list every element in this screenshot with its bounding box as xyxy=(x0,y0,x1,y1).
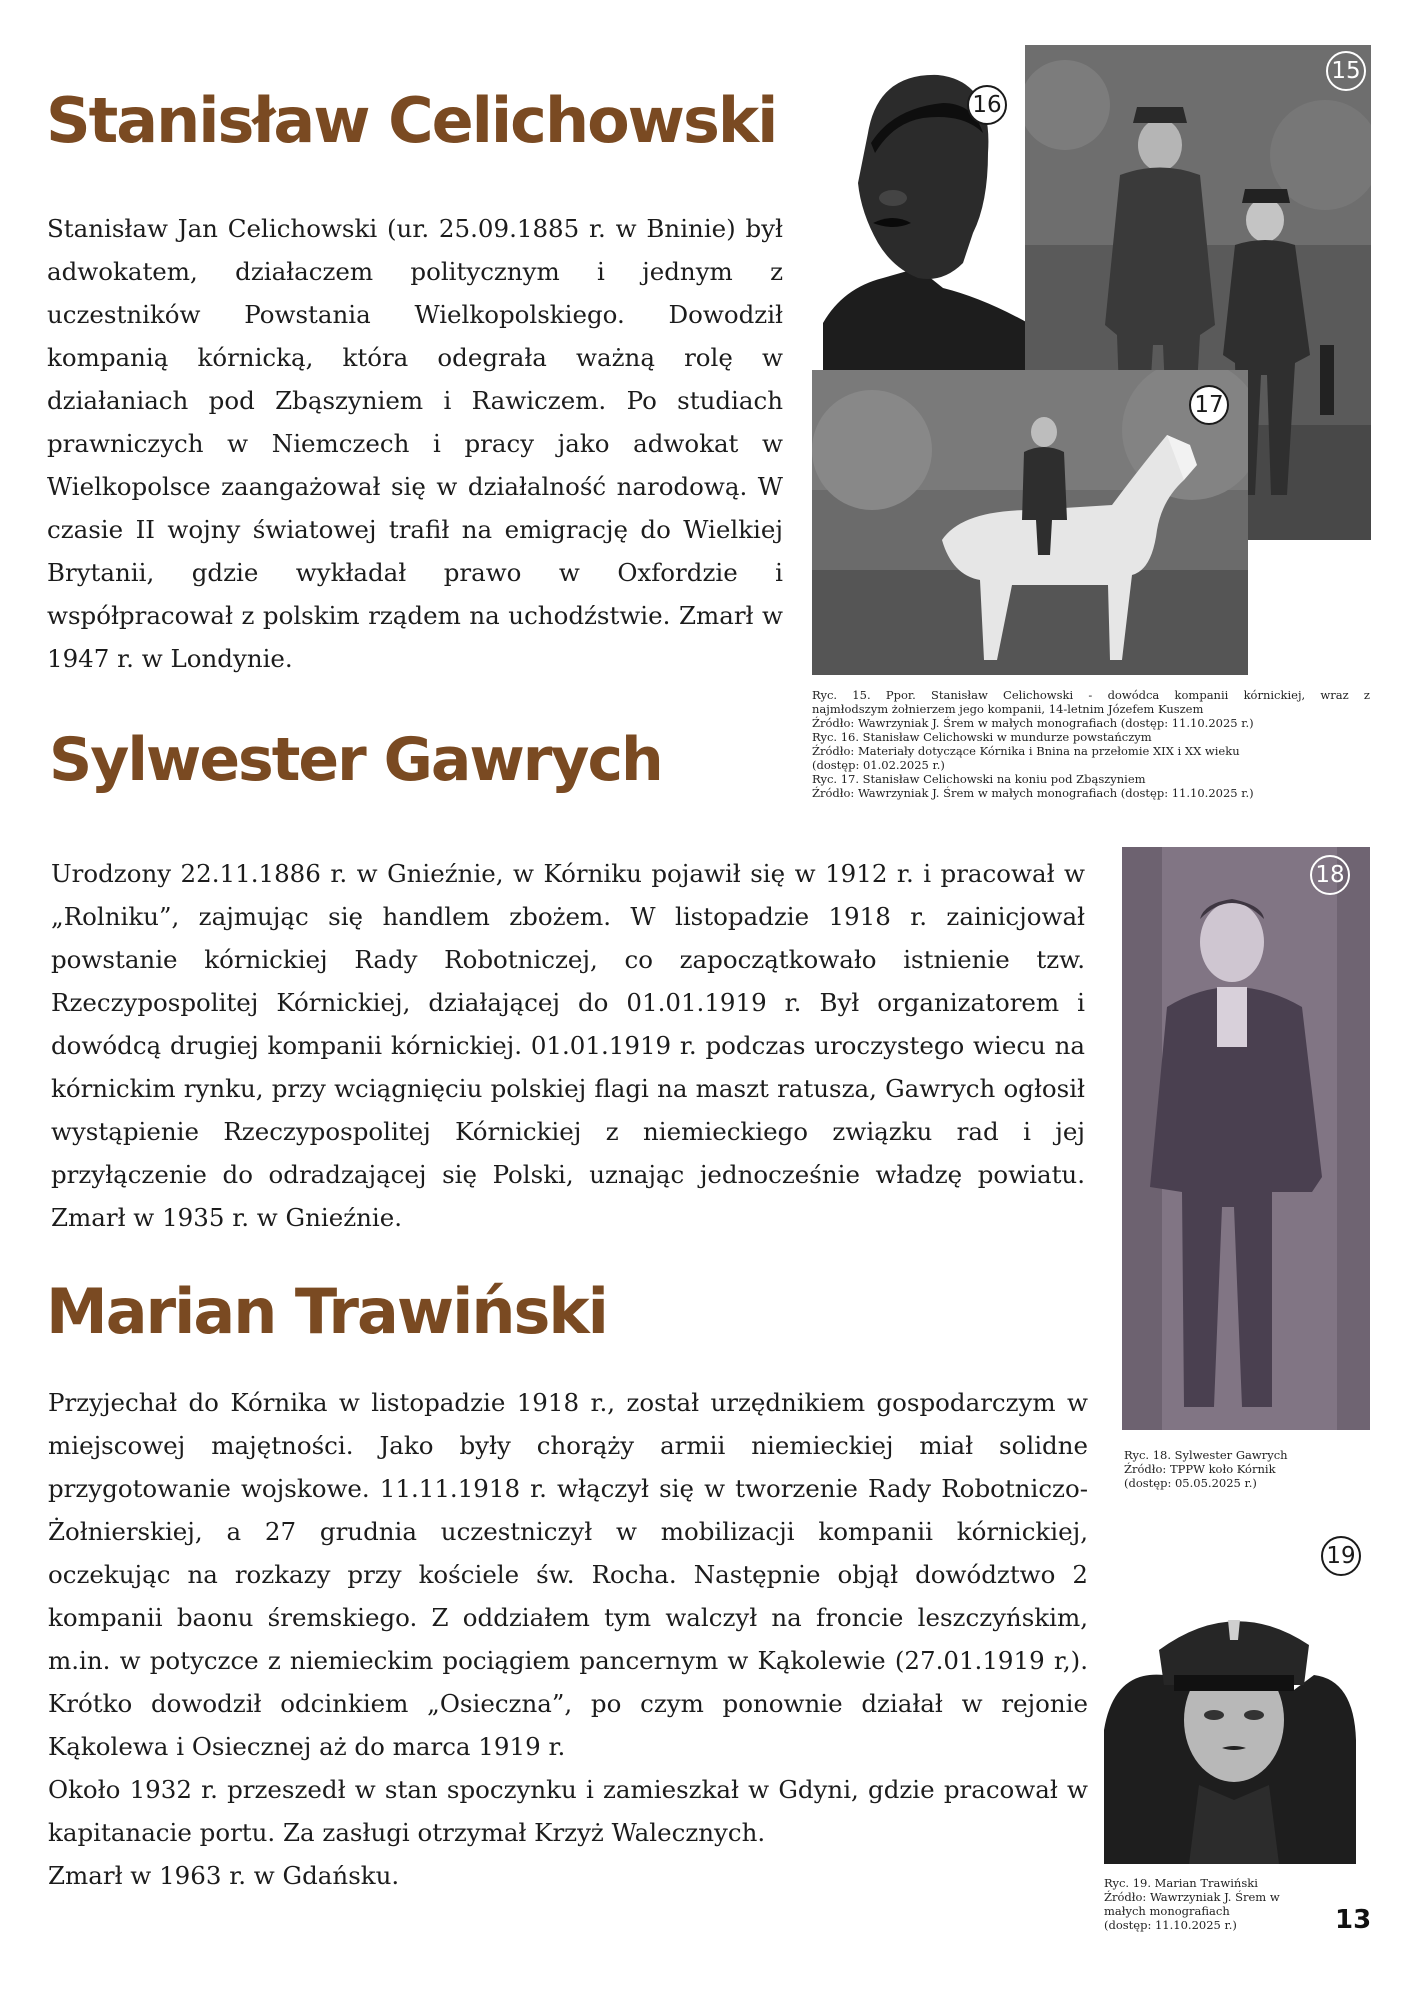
caption-line: Ryc. 19. Marian Trawiński xyxy=(1104,1876,1258,1890)
photo-19-officer xyxy=(1104,1580,1356,1864)
figure-number-16: 16 xyxy=(967,85,1007,125)
caption-line: Źródło: Materiały dotyczące Kórnika i Bnina na przełomie XIX i XX wieku xyxy=(812,744,1240,758)
caption-line: Źródło: TPPW koło Kórnik xyxy=(1124,1462,1276,1476)
caption-line: najmłodszym żołnierzem jego kompanii, 14-letnim Józefem Kuszem xyxy=(812,702,1204,716)
photo-18-seated-man xyxy=(1122,847,1370,1430)
photo-17-rider xyxy=(812,370,1248,675)
figure-number-18: 18 xyxy=(1310,855,1350,895)
caption-line: Źródło: Wawrzyniak J. Śrem w małych monografiach (dostęp: 11.10.2025 r.) xyxy=(812,786,1254,800)
caption-line: (dostęp: 01.02.2025 r.) xyxy=(812,758,945,772)
caption-line: małych monografiach xyxy=(1104,1904,1230,1918)
caption-line: Źródło: Wawrzyniak J. Śrem w małych monografiach (dostęp: 11.10.2025 r.) xyxy=(812,716,1254,730)
paragraph-trawinski: Przyjechał do Kórnika w listopadzie 1918 r., został urzędnikiem gospodarczym w miejscowej majętności. Jako były chorąży armii niemieckiej miał solidne przygotowanie wojskowe. 11.11.1918 r. włączył się w tworzenie Rady Robotniczo-Żołnierskiej, a 27 grudnia uczestniczył w mobilizacji kompanii kórnickiej, oczekując na rozkazy przy kościele św. Rocha. Następnie objął dowództwo 2 kompanii baonu śremskiego. Z oddziałem tym walczył na froncie leszczyńskim, m.in. w potyczce z niemieckim pociągiem pancernym w Kąkolewie (27.01.1919 r,). Krótko dowodził odcinkiem „Osieczna”, po czym ponownie działał w rejonie Kąkolewa i Osiecznej aż do marca 1919 r. xyxy=(48,1388,1088,1761)
paragraph-celichowski: Stanisław Jan Celichowski (ur. 25.09.1885 r. w Bninie) był adwokatem, działaczem politycznym i jednym z uczestników Powstania Wielkopolskiego. Dowodził kompanią kórnicką, która odegrała ważną rolę w działaniach pod Zbąszyniem i Rawiczem. Po studiach prawniczych w Niemczech i pracy jako adwokat w Wielkopolsce zaangażował się w działalność narodową. W czasie II wojny światowej trafił na emigrację do Wielkiej Brytanii, gdzie wykładał prawo w Oxfordzie i współpracował z polskim rządem na uchodźstwie. Zmarł w 1947 r. w Londynie. xyxy=(47,214,783,673)
caption-line: (dostęp: 11.10.2025 r.) xyxy=(1104,1918,1237,1932)
caption-line: Źródło: Wawrzyniak J. Śrem w xyxy=(1104,1890,1280,1904)
caption-line: Ryc. 17. Stanisław Celichowski na koniu pod Zbąszyniem xyxy=(812,772,1146,786)
figure-number-15: 15 xyxy=(1326,51,1366,91)
heading-celichowski: Stanisław Celichowski xyxy=(46,84,777,157)
caption-line: Ryc. 16. Stanisław Celichowski w mundurze powstańczym xyxy=(812,730,1152,744)
page-number: 13 xyxy=(1335,1905,1372,1935)
paragraph-gawrych: Urodzony 22.11.1886 r. w Gnieźnie, w Kórniku pojawił się w 1912 r. i pracował w „Rolniku”, zajmując się handlem zbożem. W listopadzie 1918 r. zainicjował powstanie kórnickiej Rady Robotniczej, co zapoczątkowało istnienie tzw. Rzeczypospolitej Kórnickiej, działającej do 01.01.1919 r. Był organizatorem i dowódcą drugiej kompanii kórnickiej. 01.01.1919 r. podczas uroczystego wiecu na kórnickim rynku, przy wciągnięciu polskiej flagi na maszt ratusza, Gawrych ogłosił wystąpienie Rzeczypospolitej Kórnickiej z niemieckiego związku rad i jej przyłączenie do odradzającej się Polski, uznając jednocześnie władzę powiatu. Zmarł w 1935 r. w Gnieźnie. xyxy=(51,859,1085,1232)
caption-group-15-17 xyxy=(812,688,1370,800)
figure-number-17: 17 xyxy=(1189,385,1229,425)
caption-line: Ryc. 18. Sylwester Gawrych xyxy=(1124,1448,1288,1462)
heading-trawinski: Marian Trawiński xyxy=(46,1275,607,1348)
heading-gawrych: Sylwester Gawrych xyxy=(49,725,662,795)
caption-line: Ryc. 15. Ppor. Stanisław Celichowski - dowódca kompanii kórnickiej, wraz z xyxy=(812,688,1370,702)
paragraph-trawinski-2: Około 1932 r. przeszedł w stan spoczynku i zamieszkał w Gdyni, gdzie pracował w kapitanacie portu. Za zasługi otrzymał Krzyż Walecznych. xyxy=(48,1775,1088,1847)
caption-line: (dostęp: 05.05.2025 r.) xyxy=(1124,1476,1257,1490)
figure-number-19: 19 xyxy=(1321,1536,1361,1576)
caption-figure-19 xyxy=(1104,1876,1316,1932)
caption-figure-18 xyxy=(1124,1448,1374,1490)
paragraph-trawinski-3: Zmarł w 1963 r. w Gdańsku. xyxy=(48,1861,400,1890)
